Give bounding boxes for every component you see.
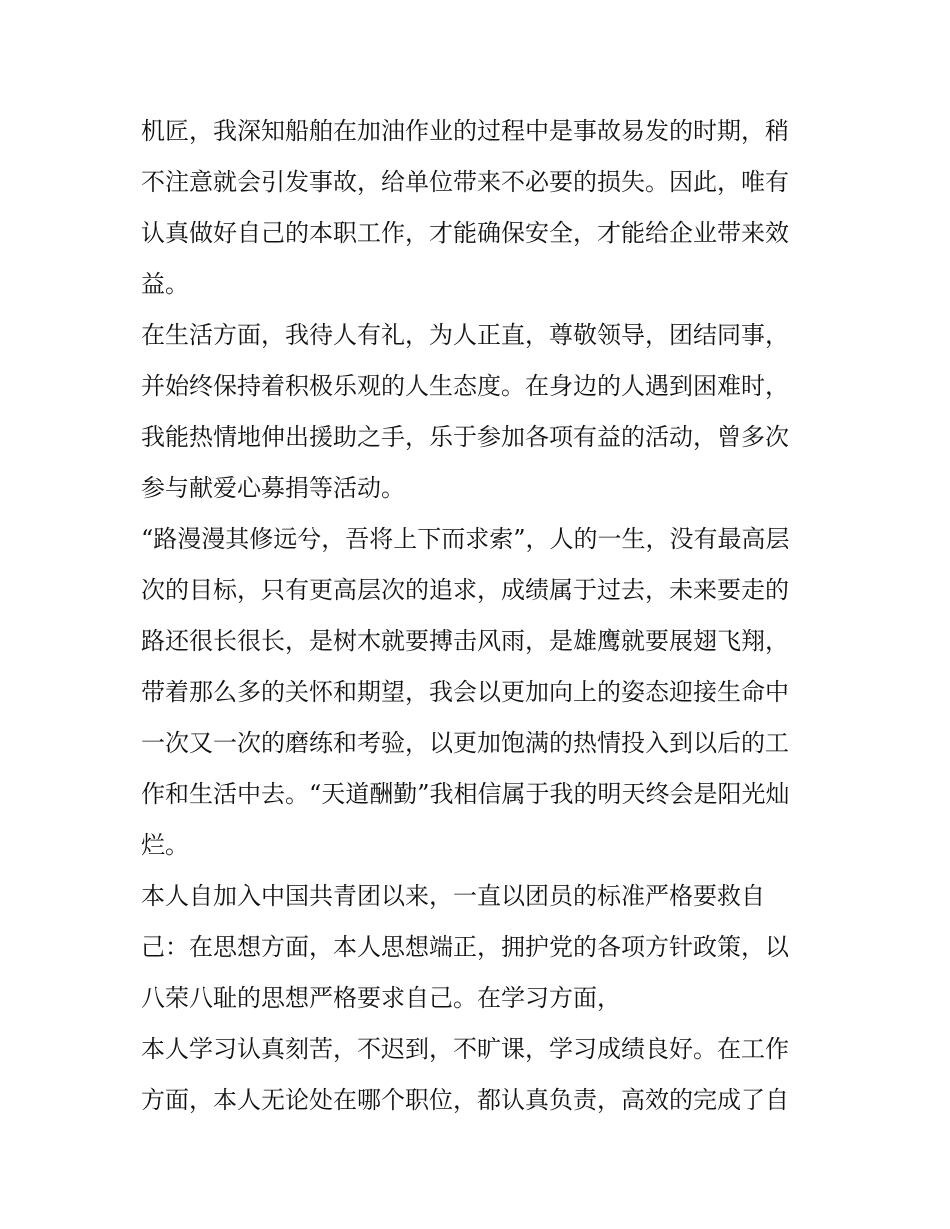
text-line: 方面，本人无论处在哪个职位，都认真负责，高效的完成了自	[141, 1086, 789, 1114]
text-line: 不注意就会引发事故，给单位带来不必要的损失。因此，唯有	[141, 168, 789, 196]
text-line: 次的目标，只有更高层次的追求，成绩属于过去，未来要走的	[141, 576, 789, 604]
text-line: 路还很长很长，是树木就要搏击风雨，是雄鹰就要展翅飞翔，	[141, 627, 789, 655]
text-line: 机匠，我深知船舶在加油作业的过程中是事故易发的时期，稍	[141, 117, 789, 145]
text-line: 本人自加入中国共青团以来，一直以团员的标准严格要救自	[141, 882, 765, 910]
text-line: 我能热情地伸出援助之手，乐于参加各项有益的活动，曾多次	[141, 423, 789, 451]
text-line: 并始终保持着积极乐观的人生态度。在身边的人遇到困难时，	[141, 372, 789, 400]
text-line: 作和生活中去。“天道酬勤”我相信属于我的明天终会是阳光灿	[141, 780, 790, 808]
text-line: 本人学习认真刻苦，不迟到，不旷课，学习成绩良好。在工作	[141, 1035, 789, 1063]
text-line: “路漫漫其修远兮，吾将上下而求索”，人的一生，没有最高层	[141, 525, 790, 553]
document-body	[141, 106, 821, 1126]
text-line: 己：在思想方面，本人思想端正，拥护党的各项方针政策，以	[141, 933, 789, 961]
text-line: 益。	[141, 270, 189, 298]
text-line: 带着那么多的关怀和期望，我会以更加向上的姿态迎接生命中	[141, 678, 789, 706]
text-line: 认真做好自己的本职工作，才能确保安全，才能给企业带来效	[141, 219, 789, 247]
text-line: 在生活方面，我待人有礼，为人正直，尊敬领导，团结同事，	[141, 321, 789, 349]
text-line: 八荣八耻的思想严格要求自己。在学习方面，	[141, 984, 621, 1012]
text-line: 烂。	[141, 831, 189, 859]
text-line: 一次又一次的磨练和考验，以更加饱满的热情投入到以后的工	[141, 729, 789, 757]
text-line: 参与献爱心募捐等活动。	[141, 474, 405, 502]
